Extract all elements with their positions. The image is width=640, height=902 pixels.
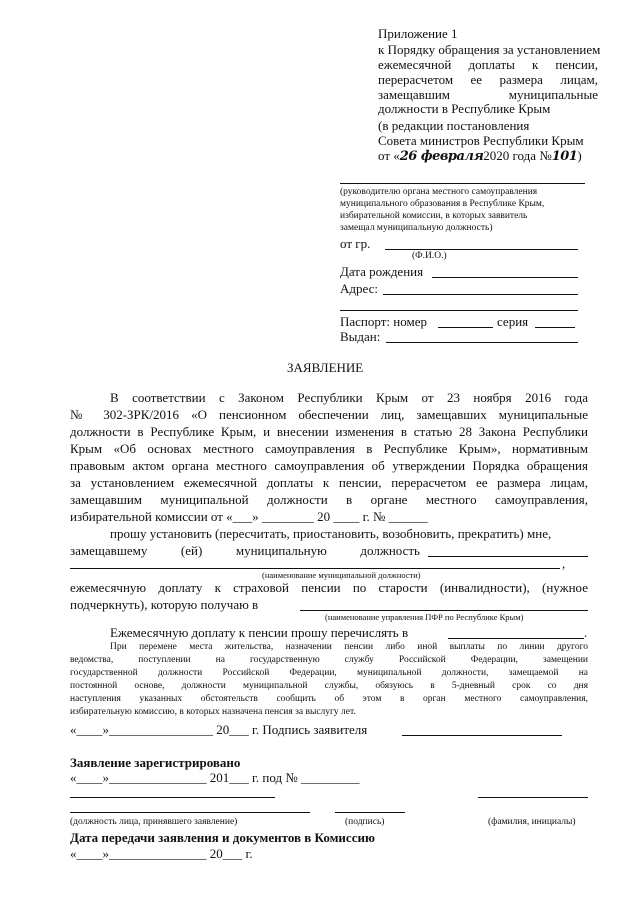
recipient-line[interactable] [340, 183, 585, 184]
notice-line-2: ведомства, поступлении на государственную службу Российской Федерации, замещении [70, 655, 588, 665]
notice-line-6: избирательную комиссию, в которых назначена пенсия за выслугу лет. [70, 707, 356, 717]
handwritten-number: 101 [551, 149, 578, 164]
transfer-date-title: Дата передачи заявления и документов в Комиссию [70, 830, 375, 845]
request-line-1: прошу установить (пересчитать, приостановить, возобновить, прекратить) мне, [110, 526, 552, 541]
registrar-name-caption: (фамилия, инициалы) [488, 817, 576, 827]
registrar-signature-caption: (подпись) [345, 817, 385, 827]
body-line-8: избирательной комиссии от «___» ________ 20 ____ г. № ______ [70, 509, 428, 524]
address-field[interactable] [383, 294, 578, 295]
body-line-7: замещавшим муниципальной должности в органе местного самоуправления, [70, 492, 588, 507]
passport-series-field[interactable] [535, 327, 575, 328]
recipient-caption-1: (руководителю органа местного самоуправления [340, 187, 538, 197]
notice-line-1: При перемене места жительства, назначении пенсии либо иной выплаты по линии другого [110, 642, 588, 652]
pfr-office-field[interactable] [300, 610, 588, 611]
pension-line-2: подчеркнуть), которую получаю в [70, 597, 259, 612]
position-caption: (наименование муниципальной должности) [262, 570, 421, 580]
registrar-name-field[interactable] [478, 797, 588, 798]
appendix-line-7: (в редакции постановления [378, 118, 530, 133]
notice-line-4: постоянной основе, должности муниципальной службы, обязуюсь в 5-дневный срок со дня [70, 681, 588, 691]
bank-field[interactable] [448, 638, 584, 639]
appendix-line-5: замещавшим муниципальные [378, 87, 598, 102]
body-line-6: за установлением ежемесячной доплаты к пенсии, перерасчетом ее размера лицам, [70, 475, 588, 490]
body-line-1: В соответствии с Законом Республики Крым от 23 ноября 2016 года [110, 390, 588, 405]
notice-line-5: наступления указанных обстоятельств сообщить об этом в орган местного самоуправления, [70, 694, 588, 704]
appendix-line-8: Совета министров Республики Крым [378, 133, 584, 148]
document-title: ЗАЯВЛЕНИЕ [287, 360, 364, 375]
applicant-signature-field[interactable] [402, 735, 562, 736]
transfer-request: Ежемесячную доплату к пенсии прошу перечислять в [110, 625, 409, 640]
body-line-3: должности в Республике Крым, и внесении изменения в статью 28 Закона Республики [70, 424, 588, 439]
body-line-2: № 302-ЗРК/2016 «О пенсионном обеспечении лиц, замещавших муниципальные [70, 407, 588, 422]
pension-line-1: ежемесячную доплату к страховой пенсии по старости (инвалидности), (нужное [70, 580, 588, 595]
applicant-signature-line: «____»________________ 20___ г. Подпись заявителя [70, 722, 368, 737]
position-field-2[interactable] [70, 568, 560, 569]
registration-title: Заявление зарегистрировано [70, 755, 241, 770]
from-label: от гр. [340, 236, 371, 251]
issued-label: Выдан: [340, 329, 381, 344]
address-label: Адрес: [340, 281, 378, 296]
body-line-4: Крым «Об основах местного самоуправления в Республике Крым», нормативным [70, 441, 588, 456]
registration-date-line: «____»_______________ 201___ г. под № _________ [70, 770, 360, 785]
appendix-line-6: должности в Республике Крым [378, 101, 551, 116]
registrar-position-field-2[interactable] [70, 812, 310, 813]
address-field-2[interactable] [340, 310, 578, 311]
appendix-line-3: ежемесячной доплаты к пенсии, [378, 57, 598, 72]
date-mid: 2020 года № [483, 148, 552, 163]
passport-label: Паспорт: номер [340, 314, 427, 329]
appendix-line-2: к Порядку обращения за установлением [378, 42, 601, 57]
recipient-caption-3: избирательной комиссии, в которых заявитель [340, 211, 528, 221]
issued-field[interactable] [386, 342, 578, 343]
handwritten-date: 26 февраля [399, 149, 484, 164]
body-line-5: правовым актом органа местного самоуправления об утверждении Порядка обращения [70, 458, 588, 473]
recipient-caption-2: муниципального образования в Республике Крым, [340, 199, 545, 209]
position-comma: , [562, 556, 566, 571]
appendix-date-line [378, 148, 582, 164]
transfer-dot: . [584, 625, 588, 640]
appendix-line-1: Приложение 1 [378, 26, 458, 41]
series-label: серия [497, 314, 529, 329]
transfer-date-line: «____»_______________ 20___ г. [70, 846, 253, 861]
pfr-caption: (наименование управления ПФР по Республике Крым) [325, 612, 524, 622]
recipient-caption-4: замещал муниципальную должность) [340, 223, 493, 233]
date-prefix: от « [378, 148, 400, 163]
request-line-2: замещавшему (ей) муниципальную должность [70, 543, 420, 558]
birth-date-field[interactable] [432, 277, 578, 278]
registrar-position-caption: (должность лица, принявшего заявление) [70, 817, 238, 827]
appendix-line-4: перерасчетом ее размера лицам, [378, 72, 598, 87]
fio-caption: (Ф.И.О.) [412, 251, 447, 261]
birth-label: Дата рождения [340, 264, 424, 279]
date-end: ) [577, 148, 582, 163]
fio-field[interactable] [385, 249, 578, 250]
notice-line-3: государственной должности Российской Федерации, муниципальной должности, замещаемой на [70, 668, 588, 678]
registrar-position-field[interactable] [70, 797, 275, 798]
registrar-signature-field[interactable] [335, 812, 405, 813]
passport-number-field[interactable] [438, 327, 493, 328]
